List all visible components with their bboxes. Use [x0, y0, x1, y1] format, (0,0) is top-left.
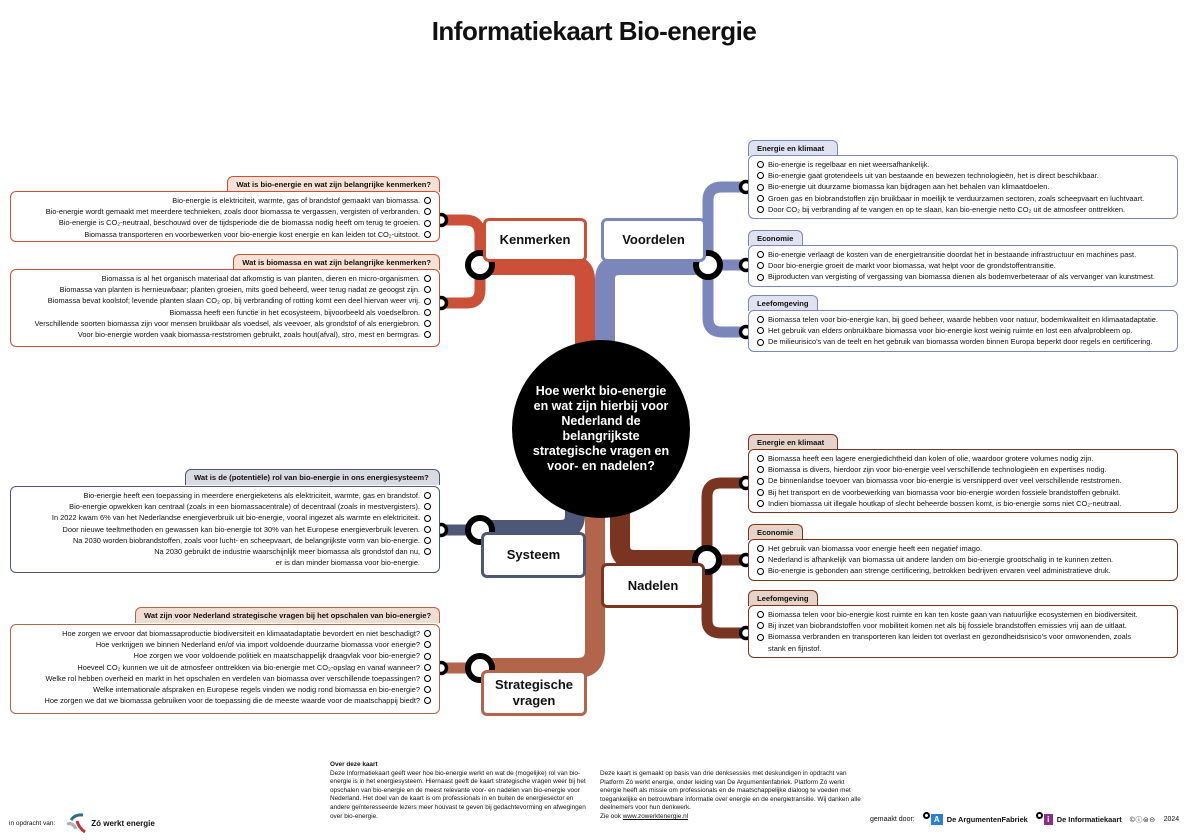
commissioned-label: in opdracht van:: [9, 819, 56, 827]
bullet-ring-icon: [757, 500, 764, 507]
central-question: Hoe werkt bio-energie en wat zijn hierbij voor Nederland de belangrijkste strategische vragen en voor- en nadelen?: [512, 340, 690, 518]
bullet-ring-icon: [757, 195, 764, 202]
node-strategische-vragen[interactable]: [481, 670, 587, 716]
list-item: Biomassa is al het organisch materiaal dat afkomstig is van planten, dieren en micro-organismen.: [19, 273, 431, 284]
list-item: Bio-energie wordt gemaakt met meerdere technieken, zoals door biomassa te vergassen, vergisten of verbranden.: [19, 206, 431, 217]
list-item-continuation: er is dan minder biomassa voor bio-energie.: [275, 558, 420, 568]
list-item: Biomassa telen voor bio-energie kost ruimte en kan ten koste gaan van natuurlijke ecosystemen en biodiversiteit.: [757, 609, 1169, 620]
list-item: Bio-energie uit duurzame biomassa kan bijdragen aan het behalen van klimaatdoelen.: [757, 181, 1169, 192]
list-item: Bio-energie is elektriciteit, warmte, gas of brandstof gemaakt van biomassa.: [19, 195, 431, 206]
website-link[interactable]: www.zowerktenergie.nl: [622, 812, 689, 820]
bullet-ring-icon: [424, 537, 431, 544]
list-item: Groen gas en biobrandstoffen zijn bruikbaar in moeilijk te verduurzamen sectoren, zoals scheepvaart en luchtvaart.: [757, 193, 1169, 204]
panel-heading: Wat is bio-energie en wat zijn belangrijke kenmerken?: [227, 176, 440, 192]
list-item: De milieurisico’s van de teelt en het gebruik van biomassa worden binnen Europa beperkt door regels en certificering.: [757, 336, 1169, 347]
bullet-ring-icon: [424, 630, 431, 637]
list-item: Bio-energie heeft een toepassing in meerdere energieketens als elektriciteit, warmte, gas en brandstof.: [19, 490, 431, 501]
ring-icon: [1036, 812, 1043, 819]
panel-heading: Wat is biomassa en wat zijn belangrijke kenmerken?: [233, 254, 440, 270]
list-item: Hoeveel CO₂ kunnen we uit de atmosfeer onttrekken via bio-energie met CO₂-opslag en vanaf wanneer?: [19, 662, 431, 673]
list-item: Bio-energie is CO₂-neutraal, beschouwd over de tijdsperiode die de biomassa nodig heeft om terug te groeien.: [19, 217, 431, 228]
list-item: Bijproducten van vergisting of vergassing van biomassa dienen als bodemverbeteraar of als vervanger van kunstmest.: [757, 271, 1169, 282]
panel-heading: Economie: [748, 524, 803, 540]
panel-heading: Leefomgeving: [748, 295, 818, 311]
list-item: Bio-energie is gebonden aan strenge certificering, betrokken bedrijven ervaren veel administratieve druk.: [757, 565, 1169, 576]
letter-a-icon: A: [931, 814, 943, 825]
bullet-ring-icon: [424, 197, 431, 204]
bullet-ring-icon: [757, 172, 764, 179]
made-by-label: gemaakt door:: [870, 816, 915, 823]
list-item: Welke rol hebben overheid en markt in het opschalen en verdelen van biomassa over verschillende toepassingen?: [19, 673, 431, 684]
about-section: [330, 761, 590, 821]
bullet-ring-icon: [757, 262, 764, 269]
bullet-ring-icon: [424, 664, 431, 671]
bullet-ring-icon: [424, 503, 431, 510]
panel-heading: Wat is de (potentiële) rol van bio-energie in ons energiesysteem?: [185, 469, 440, 485]
bullet-ring-icon: [424, 208, 431, 215]
bullet-ring-icon: [757, 545, 764, 552]
list-item: Welke internationale afspraken en Europese regels vinden we nodig rond biomassa en bio-energie?: [19, 684, 431, 695]
page-title: Informatiekaart Bio-energie: [431, 16, 757, 46]
bullet-ring-icon: [424, 526, 431, 533]
list-item: Na 2030 worden biobrandstoffen, zoals voor lucht- en scheepvaart, de belangrijkste vorm van bio-energie.: [19, 535, 431, 546]
zo-werkt-energie-icon: [65, 812, 87, 834]
list-item: Biomassa heeft een lagere energiedichtheid dan kolen of olie, waardoor grotere volumes nodig zijn.: [757, 453, 1169, 464]
argumentenfabriek-logo: A De ArgumentenFabriek: [923, 812, 1028, 827]
commissioned-brand: Zó werkt energie: [91, 818, 155, 828]
bullet-ring-icon: [757, 274, 764, 281]
list-item: Biomassa verbranden en transporteren kan leiden tot overlast en gezondheidsrisico’s voor omwonenden, zoals: [757, 631, 1169, 642]
see-also-label: Zie ook: [600, 812, 621, 820]
list-item: Bio-energie is regelbaar en niet weersafhankelijk.: [757, 159, 1169, 170]
bullet-ring-icon: [757, 184, 764, 191]
ring-icon: [923, 812, 930, 819]
list-item: Door CO₂ bij verbranding af te vangen en op te slaan, kan bio-energie netto CO₂ uit de atmosfeer onttrekken.: [757, 204, 1169, 215]
bullet-ring-icon: [424, 298, 431, 305]
bullet-ring-icon: [757, 489, 764, 496]
made-text: Deze kaart is gemaakt op basis van drie denksessies met deskundigen in opdracht van Platform Zó werkt energie, onder leiding van De Argumentenfabriek. Platform Zó werkt energie heeft als missie om professionals en de maatschappelijke dialoog te voeden met toegankelijke en betrouwbare informatie over energie en de energietransitie. Wij danken alle deelnemers voor hun denkwerk.: [600, 770, 861, 812]
list-item: Bio-energie opwekken kan centraal (zoals in een biomassacentrale) of decentraal (zoals in mestvergisters).: [19, 501, 431, 512]
list-item: Hoe zorgen we dat we biomassa gebruiken voor de toepassing die de meeste waarde voor de maatschappij biedt?: [19, 695, 431, 706]
bullet-ring-icon: [757, 161, 764, 168]
about-text: Deze Informatiekaart geeft weer hoe bio-energie werkt en wat de (mogelijke) rol van bio-energie is in het energiesysteem. Hiernaast geeft de kaart strategische vragen weer bij het opschalen van bio-energie en de meest relevante voor- en nadelen van bio-energie voor Nederland. Het doel van de kaart is om professionals in en buiten de energiesector en andere geïnteresseerde lezers meer houvast te geven bij gedachtevorming en afwegingen over bio-energie.: [330, 769, 586, 820]
commissioned-by: [9, 812, 155, 834]
list-item: Nederland is afhankelijk van biomassa uit andere landen om bio-energie grootschalig in te kunnen zetten.: [757, 554, 1169, 565]
creative-commons-icon: ©ⓘ⊜⊝: [1129, 816, 1156, 824]
list-item: Bij het transport en de voorbewerking van biomassa voor bio-energie worden fossiele brandstoffen gebruikt.: [757, 487, 1169, 498]
bullet-ring-icon: [424, 697, 431, 704]
node-voordelen[interactable]: [601, 218, 706, 262]
panel-heading: Leefomgeving: [748, 590, 818, 606]
list-item: De binnenlandse toevoer van biomassa voor bio-energie is versnipperd over veel verschillende reststromen.: [757, 475, 1169, 486]
node-nadelen-label: Nadelen: [627, 577, 679, 593]
bullet-ring-icon: [424, 309, 431, 316]
list-item: Biomassa transporteren en voorbewerken voor bio-energie kost energie en kan leiden tot CO₂-uitstoot.: [19, 229, 431, 240]
zo-werkt-energie-logo: [65, 812, 155, 834]
bullet-ring-icon: [757, 634, 764, 641]
list-item: Bij inzet van biobrandstoffen voor mobiliteit komen net als bij fossiele brandstoffen emissies vrij aan de uitlaat.: [757, 620, 1169, 631]
bullet-ring-icon: [424, 331, 431, 338]
list-item: Het gebruik van biomassa voor energie heeft een negatief imago.: [757, 543, 1169, 554]
list-item: Verschillende soorten biomassa zijn voor mensen bruikbaar als voedsel, als veevoer, als grondstof of als energiebron.: [19, 318, 431, 329]
bullet-ring-icon: [424, 320, 431, 327]
panel-heading: Energie en klimaat: [748, 140, 838, 156]
list-item: Hoe zorgen we ervoor dat biomassaproductie biodiversiteit en klimaatadaptatie bevordert en niet beschadigt?: [19, 628, 431, 639]
list-item-continuation: stank en fijnstof.: [768, 643, 822, 653]
node-nadelen[interactable]: [601, 563, 705, 608]
bullet-ring-icon: [424, 675, 431, 682]
letter-i-icon: i: [1044, 814, 1053, 825]
bullet-ring-icon: [424, 492, 431, 499]
node-systeem[interactable]: [481, 532, 586, 578]
bullet-ring-icon: [424, 286, 431, 293]
bullet-ring-icon: [757, 556, 764, 563]
list-item: Indien biomassa uit illegale houtkap of slecht beheerde bossen komt, is bio-energie soms niet CO₂-neutraal.: [757, 498, 1169, 509]
panel-heading: Energie en klimaat: [748, 434, 838, 450]
bullet-ring-icon: [757, 622, 764, 629]
list-item: Het gebruik van elders onbruikbare biomassa voor bio-energie kost weinig ruimte en lost een afvalprobleem op.: [757, 325, 1169, 336]
bullet-ring-icon: [757, 478, 764, 485]
bullet-ring-icon: [757, 206, 764, 213]
list-item: Biomassa is divers, hierdoor zijn voor bio-energie veel verschillende technologieën en expertises nodig.: [757, 464, 1169, 475]
bullet-ring-icon: [424, 231, 431, 238]
list-item: Door nieuwe teeltmethoden en gewassen kan bio-energie tot 30% van het Europese energieverbruik leveren.: [19, 524, 431, 535]
node-strategische-vragen-label: Strategische vragen: [494, 677, 574, 708]
node-systeem-label: Systeem: [506, 547, 561, 562]
node-voordelen-label: Voordelen: [622, 232, 685, 247]
bullet-ring-icon: [757, 339, 764, 346]
informatiekaart-logo: i De Informatiekaart: [1036, 812, 1122, 827]
list-item: Biomassa heeft een functie in het ecosysteem, bijvoorbeeld als voedselbron.: [19, 307, 431, 318]
list-item: Voor bio-energie worden vaak biomassa-reststromen gebruikt, zoals hout(afval), stro, mest en bermgras.: [19, 329, 431, 340]
list-item: Hoe zorgen we voor voldoende politiek en maatschappelijk draagvlak voor bio-energie?: [19, 650, 431, 661]
panel-heading: Wat zijn voor Nederland strategische vragen bij het opschalen van bio-energie?: [135, 607, 440, 623]
made-section: [600, 770, 862, 822]
bullet-ring-icon: [424, 653, 431, 660]
bullet-ring-icon: [424, 548, 431, 555]
bullet-ring-icon: [424, 220, 431, 227]
bullet-ring-icon: [757, 455, 764, 462]
panel-heading: Economie: [748, 230, 803, 246]
list-item: Bio-energie gaat grotendeels uit van bestaande en bewezen technologieën, het is direct beschikbaar.: [757, 170, 1169, 181]
bullet-ring-icon: [757, 251, 764, 258]
list-item: Door bio-energie groeit de markt voor biomassa, wat helpt voor de grondstoffentransitie.: [757, 260, 1169, 271]
bullet-ring-icon: [424, 641, 431, 648]
bullet-ring-icon: [424, 686, 431, 693]
list-item: Na 2030 gebruikt de industrie waarschijnlijk meer biomassa als grondstof dan nu,: [19, 546, 431, 557]
list-item: Biomassa bevat koolstof; levende planten slaan CO₂ op, bij verbranding of rotting komt een deel hiervan weer vrij.: [19, 295, 431, 306]
list-item: Biomassa van planten is hernieuwbaar; planten groeien, mits goed beheerd, weer terug nadat ze geoogst zijn.: [19, 284, 431, 295]
list-item: Hoe verkrijgen we binnen Nederland en/of via import voldoende duurzame biomassa voor energie?: [19, 639, 431, 650]
about-heading: Over deze kaart: [330, 761, 378, 768]
bullet-ring-icon: [424, 275, 431, 282]
bullet-ring-icon: [424, 515, 431, 522]
list-item: Bio-energie verlaagt de kosten van de energietransitie doordat het in bestaande infrastructuur en machines past.: [757, 249, 1169, 260]
bullet-ring-icon: [757, 568, 764, 575]
year: 2024: [1163, 816, 1180, 823]
bullet-ring-icon: [757, 466, 764, 473]
bullet-ring-icon: [757, 316, 764, 323]
bullet-ring-icon: [757, 611, 764, 618]
made-by: [870, 812, 1179, 827]
bullet-ring-icon: [757, 327, 764, 334]
list-item: In 2022 kwam 6% van het Nederlandse energieverbruik uit bio-energie, vooral ingezet als warmte en elektriciteit.: [19, 512, 431, 523]
list-item: Biomassa telen voor bio-energie kan, bij goed beheer, waarde hebben voor natuur, bodemkwaliteit en klimaatadaptatie.: [757, 314, 1169, 325]
node-kenmerken[interactable]: [483, 218, 587, 262]
node-kenmerken-label: Kenmerken: [499, 232, 571, 247]
